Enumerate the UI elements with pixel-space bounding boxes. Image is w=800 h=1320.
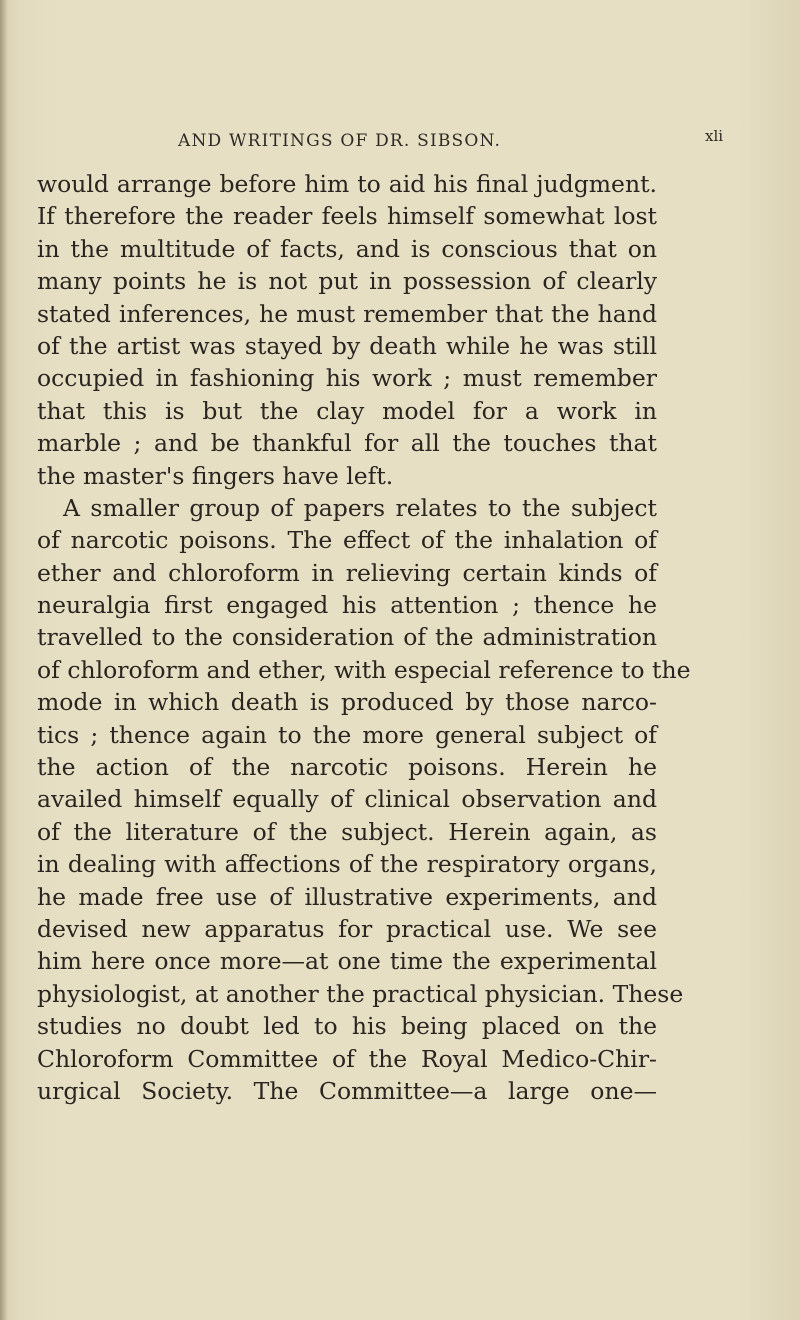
text-line: availed himself equally of clinical observation and — [37, 785, 657, 814]
page-number: xli — [705, 127, 724, 145]
text-line: he made free use of illustrative experiments, and — [37, 882, 657, 911]
text-line: of the artist was stayed by death while he was still — [37, 331, 657, 360]
text-line: travelled to the consideration of the administration — [37, 623, 657, 652]
text-line: marble ; and be thankful for all the touches that — [37, 429, 657, 458]
text-line: that this is but the clay model for a work in — [37, 396, 657, 425]
running-title: AND WRITINGS OF DR. SIBSON. — [178, 131, 502, 151]
text-line: of the literature of the subject. Herein again, as — [37, 817, 657, 846]
text-line: of chloroform and ether, with especial reference to the — [37, 655, 691, 684]
text-line: him here once more—at one time the experimental — [37, 947, 657, 976]
text-line: in the multitude of facts, and is conscious that on — [37, 234, 657, 263]
text-line: tics ; thence again to the more general subject of — [37, 720, 657, 749]
paragraph-start-line: A smaller group of papers relates to the subject — [63, 493, 657, 522]
text-line: If therefore the reader feels himself somewhat lost — [37, 202, 657, 231]
text-line: physiologist, at another the practical physician. These — [37, 979, 684, 1008]
text-line: Chloroform Committee of the Royal Medico-Chir- — [37, 1044, 657, 1073]
text-line: mode in which death is produced by those narco- — [37, 688, 657, 717]
text-line: devised new apparatus for practical use. We see — [37, 914, 657, 943]
text-line: ether and chloroform in relieving certain kinds of — [37, 558, 657, 587]
paragraph-end-line: the master's fingers have left. — [37, 461, 394, 490]
text-line: studies no doubt led to his being placed on the — [37, 1012, 657, 1041]
page-gutter-shadow — [0, 0, 8, 1320]
text-line: neuralgia first engaged his attention ; thence he — [37, 591, 657, 620]
text-line: occupied in fashioning his work ; must remember — [37, 364, 657, 393]
text-line: many points he is not put in possession of clearly — [37, 267, 657, 296]
body-text — [37, 168, 691, 1107]
text-line: would arrange before him to aid his final judgment. — [37, 170, 657, 198]
text-line: the action of the narcotic poisons. Herein he — [37, 753, 657, 782]
text-line: urgical Society. The Committee—a large one— — [37, 1076, 657, 1105]
text-line: in dealing with affections of the respiratory organs, — [37, 850, 657, 879]
text-line: of narcotic poisons. The effect of the inhalation of — [37, 526, 657, 555]
text-line: stated inferences, he must remember that the hand — [37, 299, 657, 328]
